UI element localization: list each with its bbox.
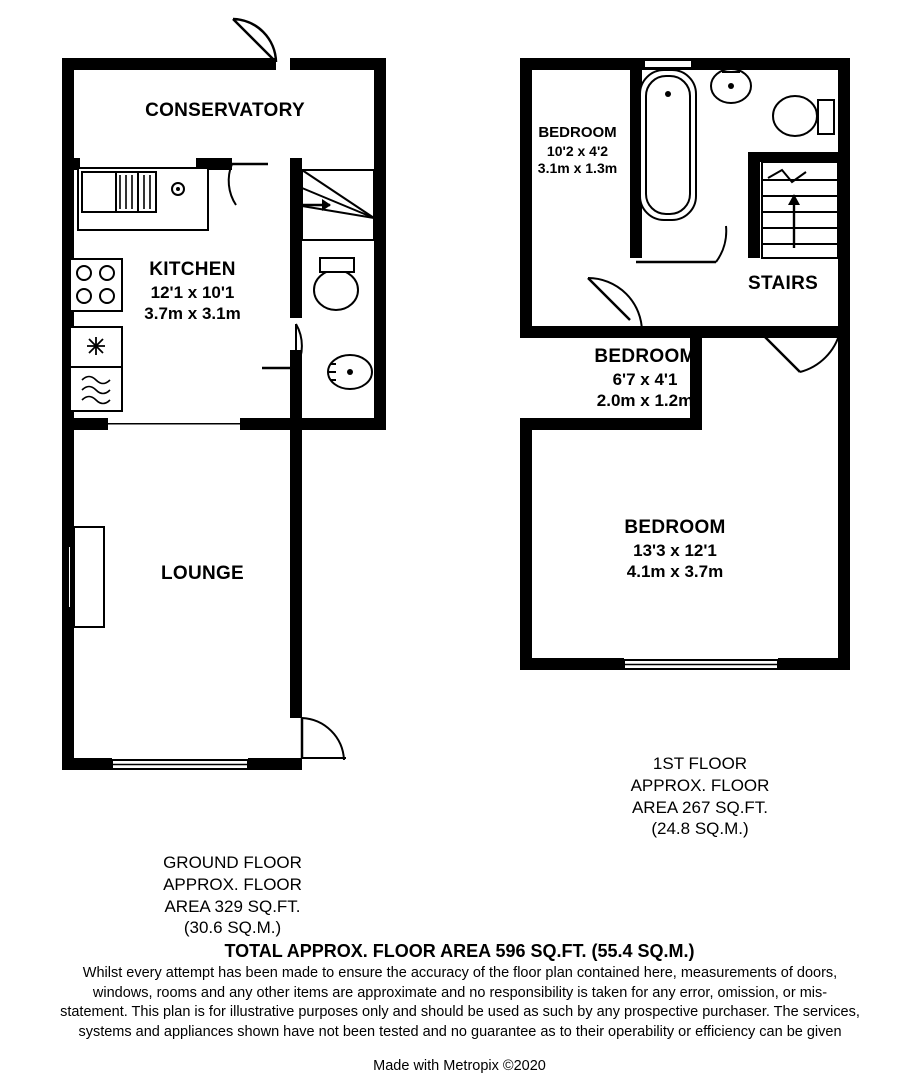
room-label-kitchen: KITCHEN	[149, 259, 236, 280]
conservatory-door	[233, 19, 276, 62]
first-floor-summary-line2: APPROX. FLOOR	[630, 775, 770, 795]
room-dims-kitchen-metric: 3.7m x 3.1m	[144, 304, 241, 323]
first-floor-summary-line3: AREA 267 SQ.FT.	[631, 797, 769, 817]
room-label-bedroom-top: BEDROOM	[538, 124, 617, 141]
first-floor-summary-line1: 1ST FLOOR	[652, 754, 748, 773]
first-floor-stairs	[762, 162, 838, 258]
room-dims-bedroom-main-imperial: 13'3 x 12'1	[633, 540, 717, 560]
first-floor-window-bottom	[624, 660, 778, 669]
wc-door	[262, 324, 302, 368]
ground-wc	[314, 258, 372, 389]
bathroom-door	[636, 226, 726, 262]
room-dims-bedroom-mid-metric: 2.0m x 1.2m	[596, 391, 694, 410]
first-floor-window-top	[644, 60, 692, 68]
disclaimer-text: Whilst every attempt has been made to ensure the accuracy of the floor plan contained here, measurements of doors, windows, rooms and any other items are approximate and no responsibility is taken for any error, omission, or mis-statement. This plan is for illustrative purposes only and should be used as such by any prospective purchaser. The services, systems and appliances shown have not been tested and no guarantee as to their operability or efficiency can be given	[60, 965, 860, 1040]
room-label-conservatory: CONSERVATORY	[145, 100, 305, 121]
room-dims-bedroom-top-imperial: 10'2 x 4'2	[546, 142, 609, 159]
ground-floor-summary-line1: GROUND FLOOR	[163, 853, 302, 872]
label-stairs: STAIRS	[748, 273, 819, 294]
room-dims-kitchen-imperial: 12'1 x 10'1	[150, 282, 235, 302]
kitchen-sink-unit	[78, 168, 208, 230]
lounge-window-bottom	[112, 760, 248, 769]
room-dims-bedroom-top-metric: 3.1m x 1.3m	[537, 160, 618, 177]
ground-floor-summary	[90, 852, 375, 939]
room-block-bedroom-main	[530, 516, 820, 582]
landing-door	[588, 278, 642, 332]
ground-floor-summary-line3: AREA 329 SQ.FT.	[164, 896, 301, 916]
room-block-bedroom-top	[510, 124, 645, 178]
room-dims-bedroom-mid-imperial: 6'7 x 4'1	[612, 369, 678, 389]
room-dims-bedroom-main-metric: 4.1m x 3.7m	[626, 562, 724, 581]
ground-stairs	[296, 170, 374, 240]
lounge-door	[302, 718, 346, 760]
kitchen-door-top	[229, 164, 268, 205]
room-label-bedroom-mid: BEDROOM	[594, 346, 696, 367]
bathtub	[640, 70, 696, 220]
total-floor-area: TOTAL APPROX. FLOOR AREA 596 SQ.FT. (55.4 SQ.M.)	[224, 941, 695, 961]
first-floor-summary-line4: (24.8 SQ.M.)	[651, 819, 749, 839]
room-label-bedroom-main: BEDROOM	[624, 517, 726, 538]
ground-floor-summary-line4: (30.6 SQ.M.)	[183, 918, 282, 938]
room-label-lounge: LOUNGE	[160, 563, 245, 584]
first-floor-summary	[560, 753, 840, 840]
room-block-kitchen	[70, 258, 315, 324]
ground-floor-summary-line2: APPROX. FLOOR	[163, 874, 302, 894]
first-floor-toilet	[773, 96, 834, 136]
room-block-bedroom-mid	[500, 345, 790, 411]
metropix-credit: Made with Metropix ©2020	[373, 1058, 546, 1074]
first-floor-basin	[711, 69, 751, 103]
ground-floor-plan	[62, 19, 386, 770]
